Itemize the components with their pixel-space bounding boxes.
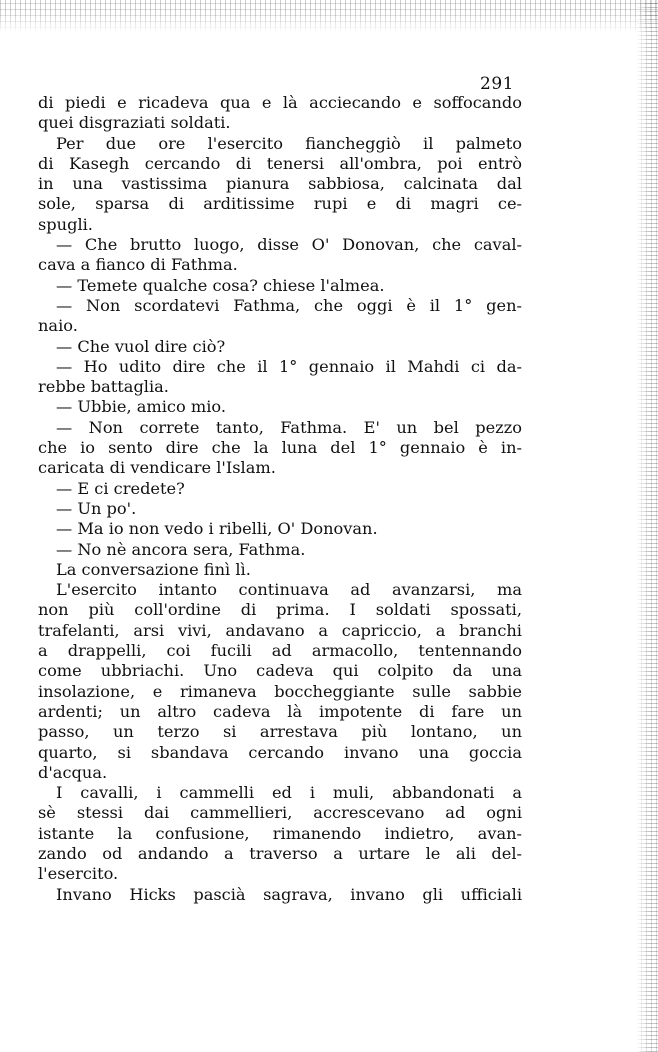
text-line: quei disgraziati soldati. — [38, 113, 231, 133]
text-line: — No nè ancora sera, Fathma. — [56, 539, 306, 559]
text-line: passo, un terzo si arrestava più lontano, un — [38, 722, 522, 742]
text-line: La conversazione finì lì. — [56, 559, 251, 579]
text-line: l'esercito. — [38, 864, 119, 884]
text-line: naio. — [38, 316, 78, 336]
text-line: Per due ore l'esercito fiancheggiò il palmeto — [56, 133, 522, 153]
text-line: I cavalli, i cammelli ed i muli, abbandonati a — [56, 783, 522, 803]
page-number: 291 — [480, 74, 514, 94]
text-line: sole, sparsa di arditissime rupi e di magri ce- — [38, 194, 522, 214]
text-line: istante la confusione, rimanendo indietro, avan- — [38, 823, 522, 843]
text-line: come ubbriachi. Uno cadeva qui colpito da una — [38, 661, 522, 681]
text-line: insolazione, e rimaneva boccheggiante sulle sabbie — [38, 681, 522, 701]
scan-noise-top — [0, 0, 658, 34]
body-text — [38, 93, 522, 905]
text-line: ardenti; un altro cadeva là impotente di fare un — [38, 701, 522, 721]
text-line: — Un po'. — [56, 498, 137, 518]
text-line: di piedi e ricadeva qua e là acciecando e soffocando — [38, 93, 522, 112]
text-line: — E ci credete? — [56, 478, 185, 498]
text-line: caricata di vendicare l'Islam. — [38, 458, 276, 478]
text-line: di Kasegh cercando di tenersi all'ombra, poi entrò — [38, 153, 522, 173]
text-line: zando od andando a traverso a urtare le ali del- — [38, 843, 522, 863]
text-line: — Non scordatevi Fathma, che oggi è il 1° gen- — [56, 295, 522, 315]
text-line: — Ho udito dire che il 1° gennaio il Mahdi ci da- — [56, 356, 522, 376]
text-line: — Non correte tanto, Fathma. E' un bel pezzo — [56, 417, 522, 437]
text-line: non più coll'ordine di prima. I soldati spossati, — [38, 600, 522, 620]
text-line: quarto, si sbandava cercando invano una goccia — [38, 742, 522, 762]
text-line: che io sento dire che la luna del 1° gennaio è in- — [38, 438, 522, 458]
text-line: trafelanti, arsi vivi, andavano a capriccio, a branchi — [38, 620, 522, 640]
text-line: cava a fianco di Fathma. — [38, 255, 238, 275]
text-line: — Ma io non vedo i ribelli, O' Donovan. — [56, 519, 378, 539]
text-line: rebbe battaglia. — [38, 377, 169, 397]
text-line: Invano Hicks pascià sagrava, invano gli ufficiali — [56, 884, 522, 904]
text-line: sè stessi dai cammellieri, accrescevano ad ogni — [38, 803, 522, 823]
text-line: — Ubbie, amico mio. — [56, 397, 227, 417]
text-line: spugli. — [38, 214, 93, 234]
text-line: L'esercito intanto continuava ad avanzarsi, ma — [56, 580, 522, 600]
text-line: a drappelli, coi fucili ad armacollo, tentennando — [38, 641, 522, 661]
text-line: — Che brutto luogo, disse O' Donovan, che caval- — [56, 235, 522, 255]
text-line: — Che vuol dire ciò? — [56, 336, 226, 356]
scan-noise-right — [636, 0, 658, 1052]
text-line: — Temete qualche cosa? chiese l'almea. — [56, 275, 385, 295]
text-line: in una vastissima pianura sabbiosa, calcinata dal — [38, 174, 522, 194]
text-line: d'acqua. — [38, 762, 108, 782]
